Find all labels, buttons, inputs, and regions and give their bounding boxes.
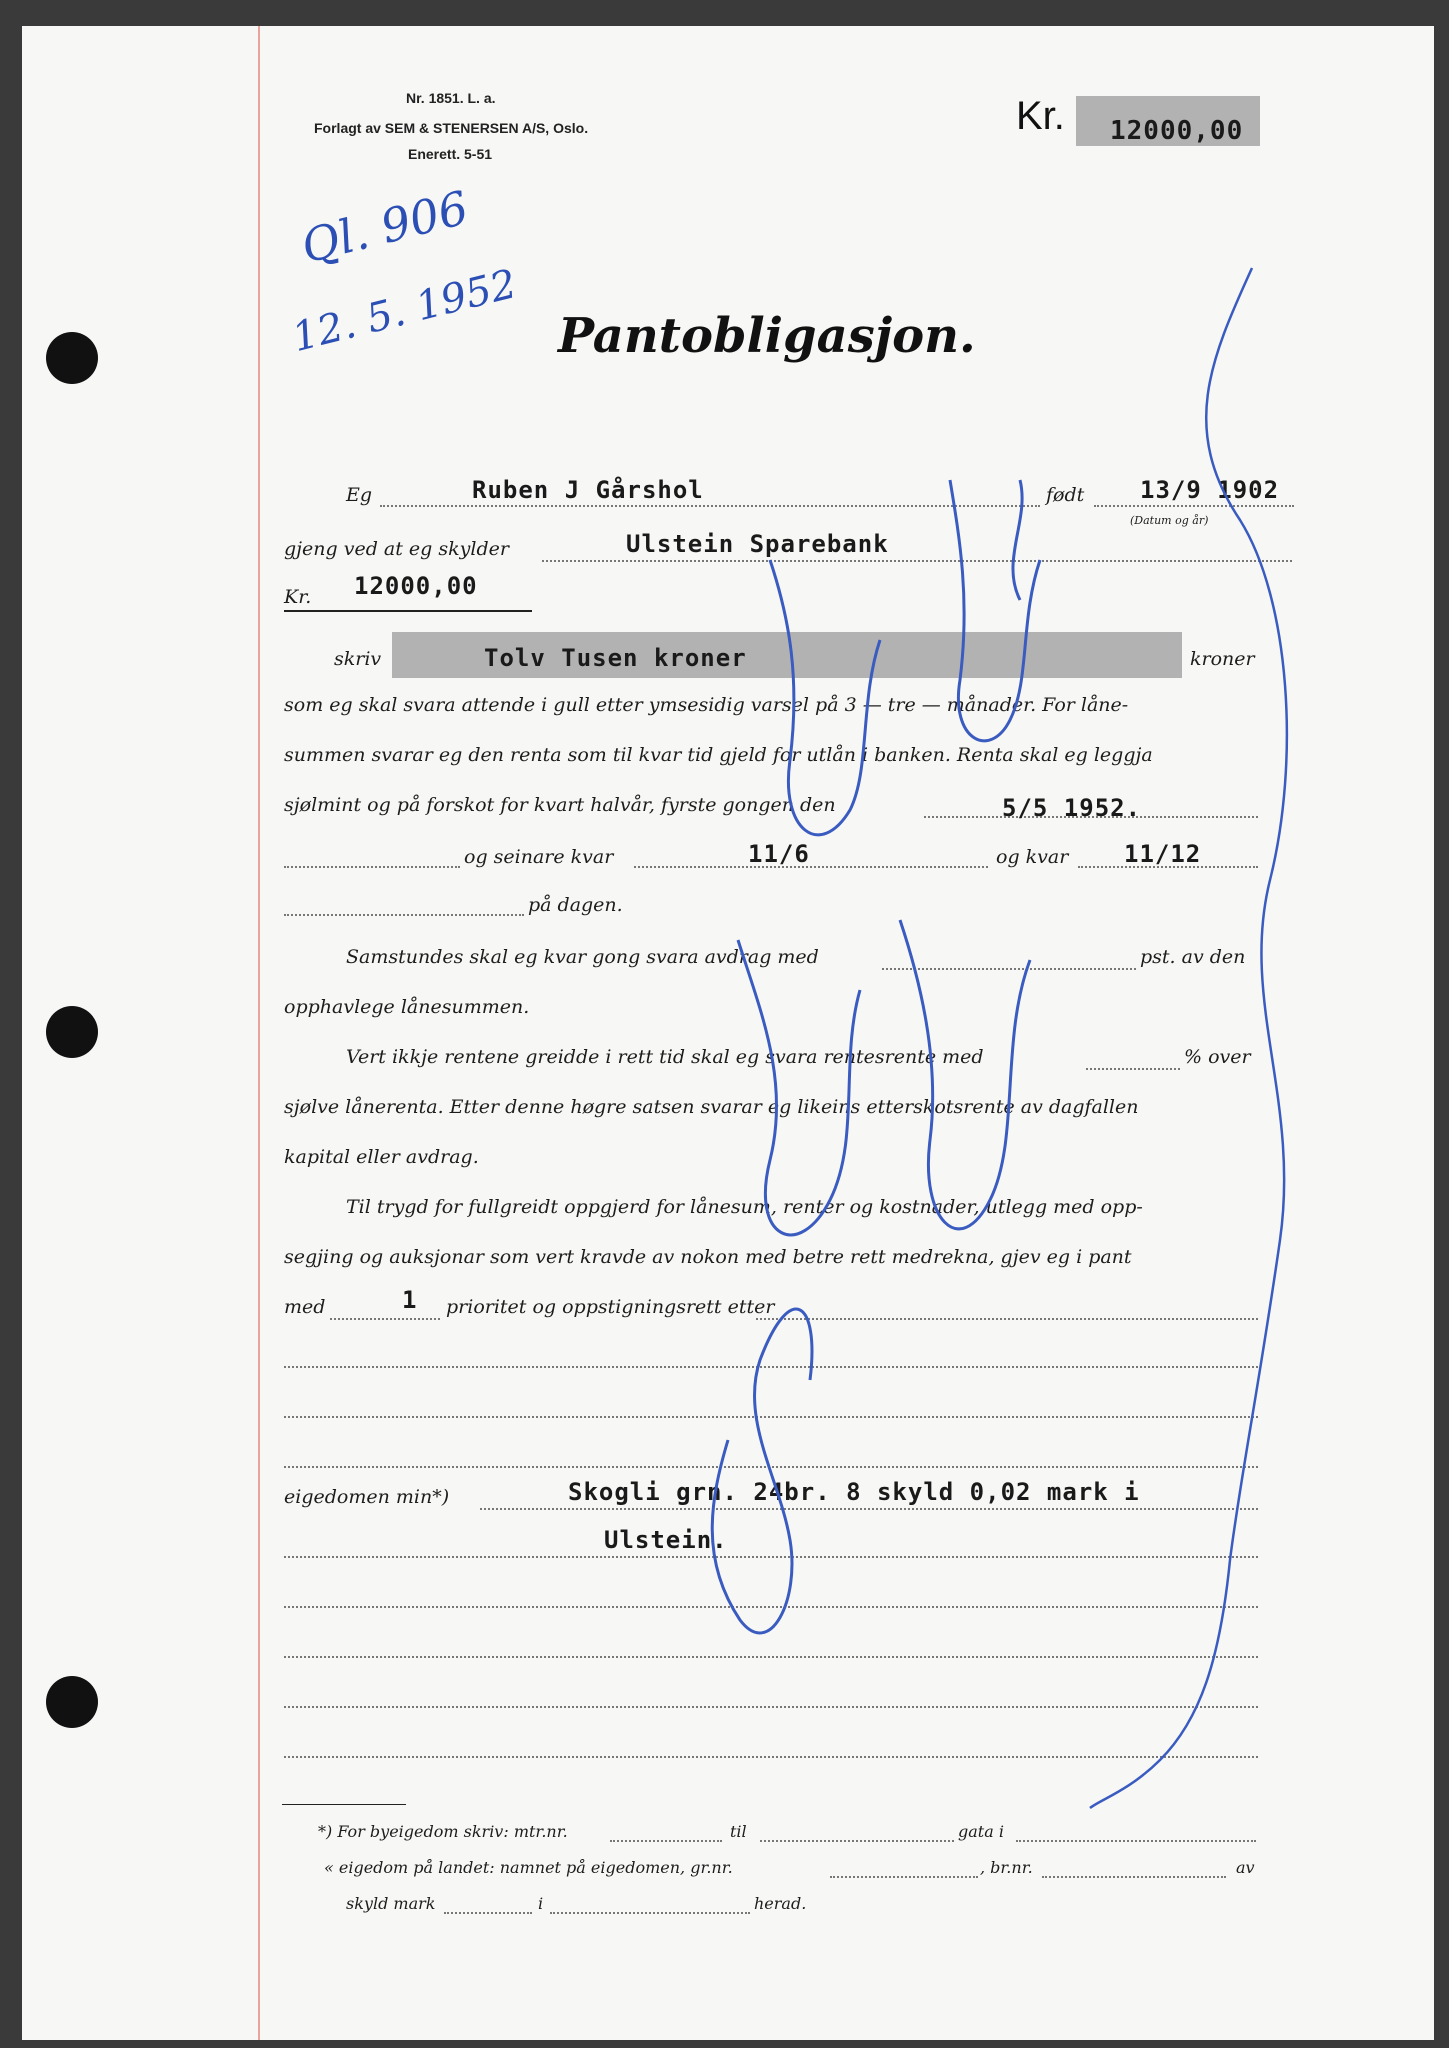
amount-value: 12000,00 (1110, 116, 1244, 146)
birth-date: 13/9 1902 (1140, 476, 1280, 504)
signature-stroke (950, 480, 1040, 741)
body-line-9: sjølve lånerenta. Etter denne høgre satsen svarar eg likeins etterskotsrente av dagfallen (284, 1096, 1139, 1118)
signature-stroke (712, 1309, 812, 1633)
body-line-6b: pst. av den (1140, 946, 1246, 968)
cancellation-bracket (1090, 268, 1287, 1808)
debtor-name: Ruben J Gårshol (472, 476, 704, 504)
datum-hint: (Datum og år) (1130, 514, 1209, 527)
signature-stroke (738, 940, 860, 1235)
property-label: eigedomen min*) (284, 1486, 450, 1508)
footnote-2a: « eigedom på landet: namnet på eigedomen, gr.nr. (324, 1858, 733, 1877)
handwritten-date: 12. 5. 1952 (287, 260, 522, 362)
kr-label: Kr. (1016, 94, 1065, 138)
body-line-12: segjing og auksjonar som vert kravde av nokon med betre rett medrekna, gjev eg i pant (284, 1246, 1132, 1268)
handwritten-reference: Ql. 906 (295, 180, 474, 274)
interest-term-2: 11/12 (1124, 840, 1202, 868)
first-interest-date: 5/5 1952. (1002, 794, 1142, 822)
kroner-suffix: kroner (1190, 648, 1255, 670)
creditor-name: Ulstein Sparebank (626, 530, 889, 558)
footnote-1b: til (730, 1822, 747, 1841)
body-line-10: kapital eller avdrag. (284, 1146, 479, 1168)
body-line-1: som eg skal svara attende i gull etter ymsesidig varsel på 3 — tre — månader. For låne- (284, 694, 1129, 716)
body-line-3: sjølmint og på forskot for kvart halvår, fyrste gongen den (284, 794, 836, 816)
creditor-label: gjeng ved at eg skylder (284, 538, 509, 560)
eg-label: Eg (346, 484, 373, 506)
kr-line-label: Kr. (284, 586, 312, 608)
skriv-label: skriv (334, 648, 382, 670)
body-line-8b: % over (1184, 1046, 1251, 1068)
document-title: Pantobligasjon. (558, 308, 976, 364)
body-line-2: summen svarar eg den renta som til kvar tid gjeld for utlån i banken. Renta skal eg leggja (284, 744, 1153, 766)
publisher-line: Forlagt av SEM & STENERSEN A/S, Oslo. (314, 120, 589, 136)
signature-stroke (1013, 480, 1022, 600)
body-line-6a: Samstundes skal eg kvar gong svara avdrag med (346, 946, 819, 968)
body-line-4-og: og kvar (996, 846, 1069, 868)
footnote-2b: , br.nr. (980, 1858, 1033, 1877)
body-line-11: Til trygd for fullgreidt oppgjerd for lånesum, renter og kostnader, utlegg med opp- (346, 1196, 1143, 1218)
kr-line-value: 12000,00 (354, 572, 478, 600)
body-line-4-mid: og seinare kvar (464, 846, 614, 868)
property-line-2: Ulstein. (604, 1526, 728, 1554)
property-line-1: Skogli grn. 24br. 8 skyld 0,02 mark i (568, 1478, 1140, 1506)
body-line-7: opphavlege lånesummen. (284, 996, 530, 1018)
form-number: Nr. 1851. L. a. (406, 90, 496, 106)
rights-line: Enerett. 5-51 (408, 146, 493, 162)
body-line-8a: Vert ikkje rentene greidde i rett tid skal eg svara rentesrente med (346, 1046, 984, 1068)
interest-term-1: 11/6 (748, 840, 810, 868)
priority-value: 1 (402, 1286, 418, 1314)
footnote-3c: herad. (754, 1894, 807, 1913)
body-line-13a: med (284, 1296, 326, 1318)
footnote-1a: *) For byeigedom skriv: mtr.nr. (318, 1822, 568, 1841)
footnote-2c: av (1236, 1858, 1255, 1877)
signature-stroke (900, 920, 1030, 1229)
body-line-5: på dagen. (528, 894, 623, 916)
footnote-3b: i (538, 1894, 544, 1913)
fodt-label: født (1046, 484, 1085, 506)
footnote-3a: skyld mark (346, 1894, 436, 1913)
body-line-13b: prioritet og oppstigningsrett etter (446, 1296, 775, 1318)
amount-words: Tolv Tusen kroner (484, 644, 747, 672)
footnote-1c: gata i (958, 1822, 1004, 1841)
signature-stroke (770, 560, 880, 835)
